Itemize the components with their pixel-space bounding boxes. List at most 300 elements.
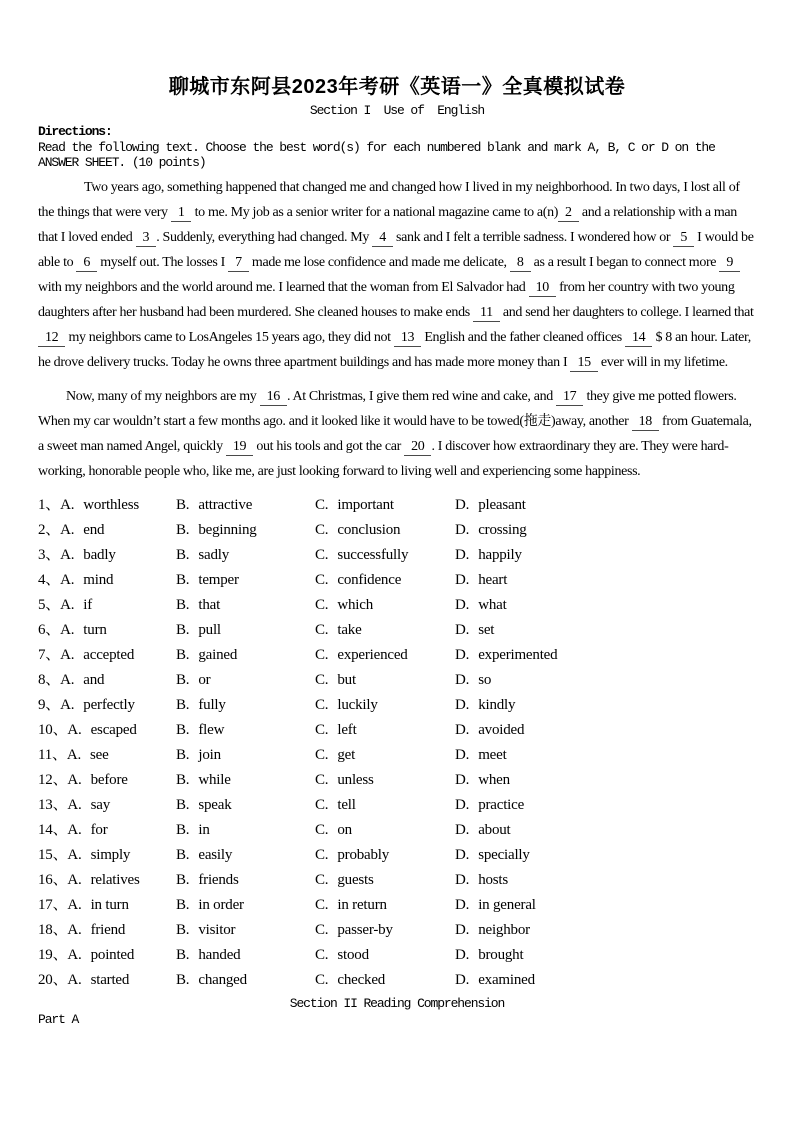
question-number: 17、	[38, 897, 68, 913]
option-text: experienced	[337, 647, 408, 663]
option-text: gained	[198, 647, 238, 663]
passage-text: Two years ago, something happened that changed me and changed how I lived in my neighborhood. In two days, I lost all of the things that were very	[38, 180, 740, 220]
directions-text: Read the following text. Choose the best word(s) for each numbered blank and mark A, B, C or D on the ANSWER SHEET. (10 points)	[38, 140, 722, 170]
option-letter: D.	[455, 522, 470, 538]
option-cell	[38, 618, 176, 643]
question-row-13	[38, 793, 756, 818]
option-letter: A.	[60, 547, 75, 563]
option-text: when	[478, 772, 510, 788]
passage-text: . I discover how extraordinary they are. They were hard-working, honorable people who, like me, are just looking forward to living well and experiencing some happiness.	[38, 439, 729, 479]
option-letter: A.	[60, 572, 75, 588]
option-cell	[455, 493, 756, 518]
question-number: 8、	[38, 672, 61, 688]
option-letter: D.	[455, 747, 470, 763]
option-text: fully	[198, 697, 226, 713]
option-letter: C.	[315, 947, 329, 963]
option-letter: B.	[176, 622, 190, 638]
passage-text: I would be able to	[38, 230, 754, 270]
question-row-7	[38, 643, 756, 668]
passage-text: to me. My job as a senior writer for a national magazine came to a(n)	[191, 205, 559, 220]
option-letter: B.	[176, 822, 190, 838]
question-row-19	[38, 943, 756, 968]
option-letter: A.	[67, 722, 82, 738]
question-number: 19、	[38, 947, 68, 963]
question-row-17	[38, 893, 756, 918]
passage-text: made me lose confidence and made me delicate,	[248, 255, 510, 270]
option-letter: C.	[315, 847, 329, 863]
option-cell	[315, 843, 455, 868]
option-cell	[176, 593, 315, 618]
option-letter: A.	[67, 947, 82, 963]
option-cell	[315, 918, 455, 943]
option-letter: A.	[60, 697, 75, 713]
option-cell	[176, 768, 315, 793]
option-text: avoided	[478, 722, 525, 738]
option-cell	[455, 568, 756, 593]
option-letter: A.	[66, 747, 82, 763]
question-number: 4、	[38, 572, 61, 588]
option-cell	[315, 693, 455, 718]
option-cell	[315, 518, 455, 543]
option-text: end	[83, 522, 105, 538]
option-text: guests	[337, 872, 374, 888]
option-cell	[455, 868, 756, 893]
option-cell	[455, 893, 756, 918]
question-number: 1、	[38, 497, 61, 513]
option-letter: D.	[455, 897, 470, 913]
passage-text: my neighbors came to LosAngeles 15 years ago, they did not	[65, 330, 394, 345]
option-letter: B.	[176, 672, 190, 688]
option-cell	[38, 768, 176, 793]
option-letter: A.	[60, 497, 75, 513]
option-cell	[455, 793, 756, 818]
option-letter: A.	[67, 772, 82, 788]
option-cell	[315, 618, 455, 643]
option-text: hosts	[478, 872, 509, 888]
option-letter: C.	[315, 972, 329, 988]
question-row-16	[38, 868, 756, 893]
option-text: passer-by	[337, 922, 393, 938]
option-letter: D.	[455, 597, 470, 613]
option-cell	[38, 693, 176, 718]
question-number: 12、	[38, 772, 68, 788]
option-cell	[455, 743, 756, 768]
passage-text: myself out. The losses I	[97, 255, 229, 270]
option-cell	[315, 818, 455, 843]
cloze-blank-8: 8	[510, 255, 531, 272]
option-text: which	[337, 597, 374, 613]
cloze-blank-9: 9	[719, 255, 740, 272]
question-row-18	[38, 918, 756, 943]
question-row-5	[38, 593, 756, 618]
option-letter: C.	[315, 897, 329, 913]
option-letter: D.	[455, 647, 470, 663]
option-text: before	[90, 772, 128, 788]
option-text: in	[198, 822, 210, 838]
question-number: 18、	[38, 922, 68, 938]
option-letter: C.	[315, 772, 329, 788]
question-number: 14、	[38, 822, 68, 838]
option-cell	[315, 493, 455, 518]
option-cell	[315, 593, 455, 618]
question-row-1	[38, 493, 756, 518]
passage-paragraph	[38, 175, 756, 375]
cloze-blank-16: 16	[260, 389, 287, 406]
cloze-blank-20: 20	[404, 439, 431, 456]
option-text: and	[83, 672, 105, 688]
passage-text: . At Christmas, I give them red wine and cake, and	[286, 389, 557, 404]
option-text: conclusion	[337, 522, 401, 538]
option-text: checked	[337, 972, 386, 988]
option-letter: B.	[176, 572, 190, 588]
option-letter: B.	[176, 872, 190, 888]
question-number: 15、	[38, 847, 68, 863]
option-cell	[315, 868, 455, 893]
option-text: set	[478, 622, 495, 638]
option-letter: B.	[176, 897, 190, 913]
option-text: in turn	[90, 897, 129, 913]
option-letter: D.	[455, 622, 470, 638]
passage-text: they give me potted flowers. When my car wouldn’t start a few months ago. and it looked like it would have to be towed(拖走)away, another	[38, 389, 737, 429]
option-letter: C.	[315, 572, 329, 588]
option-text: left	[337, 722, 357, 738]
option-text: beginning	[198, 522, 257, 538]
option-letter: B.	[176, 797, 190, 813]
option-cell	[455, 693, 756, 718]
option-text: say	[90, 797, 110, 813]
option-letter: B.	[176, 847, 190, 863]
option-cell	[315, 718, 455, 743]
option-letter: C.	[315, 547, 329, 563]
option-letter: A.	[60, 622, 75, 638]
passage-text: sank and I felt a terrible sadness. I wondered how or	[392, 230, 674, 245]
question-number: 11、	[38, 747, 67, 763]
option-cell	[455, 668, 756, 693]
cloze-blank-11: 11	[473, 305, 500, 322]
option-text: about	[478, 822, 511, 838]
option-cell	[455, 618, 756, 643]
option-cell	[455, 918, 756, 943]
option-letter: B.	[176, 497, 190, 513]
question-number: 2、	[38, 522, 61, 538]
option-cell	[315, 743, 455, 768]
option-cell	[176, 643, 315, 668]
cloze-blank-12: 12	[38, 330, 65, 347]
option-letter: C.	[315, 747, 329, 763]
option-text: handed	[198, 947, 241, 963]
part-a-label: Part A	[38, 1012, 79, 1027]
cloze-blank-3: 3	[136, 230, 157, 247]
option-cell	[38, 668, 176, 693]
passage-text: out his tools and got the car	[253, 439, 405, 454]
option-cell	[455, 943, 756, 968]
option-text: started	[90, 972, 130, 988]
option-cell	[315, 943, 455, 968]
option-text: badly	[83, 547, 116, 563]
option-text: join	[198, 747, 221, 763]
option-text: easily	[198, 847, 233, 863]
option-text: see	[90, 747, 109, 763]
option-text: pull	[198, 622, 221, 638]
question-number: 20、	[38, 972, 68, 988]
question-row-12	[38, 768, 756, 793]
option-letter: A.	[67, 822, 82, 838]
cloze-blank-4: 4	[372, 230, 393, 247]
option-letter: B.	[176, 522, 190, 538]
question-number: 16、	[38, 872, 68, 888]
option-letter: D.	[455, 872, 470, 888]
option-letter: A.	[60, 522, 75, 538]
cloze-blank-2: 2	[558, 205, 579, 222]
option-text: pleasant	[478, 497, 526, 513]
cloze-blank-5: 5	[673, 230, 694, 247]
option-cell	[38, 943, 176, 968]
question-row-4	[38, 568, 756, 593]
option-letter: D.	[455, 797, 470, 813]
cloze-blank-1: 1	[171, 205, 192, 222]
option-cell	[176, 743, 315, 768]
option-text: sadly	[198, 547, 230, 563]
option-text: specially	[478, 847, 530, 863]
option-letter: C.	[315, 722, 329, 738]
question-number: 6、	[38, 622, 61, 638]
question-row-6	[38, 618, 756, 643]
question-number: 7、	[38, 647, 61, 663]
option-text: worthless	[83, 497, 139, 513]
passage-text: Now, many of my neighbors are my	[66, 389, 260, 404]
directions-label: Directions:	[38, 124, 112, 139]
option-letter: C.	[315, 822, 329, 838]
option-text: perfectly	[83, 697, 135, 713]
question-row-3	[38, 543, 756, 568]
option-cell	[455, 643, 756, 668]
option-cell	[455, 543, 756, 568]
option-cell	[38, 593, 176, 618]
option-text: get	[337, 747, 356, 763]
passage-text: with my neighbors and the world around me. I learned that the woman from El Salvador had	[38, 280, 529, 295]
option-cell	[38, 893, 176, 918]
question-row-20	[38, 968, 756, 993]
option-cell	[176, 868, 315, 893]
option-letter: A.	[67, 897, 82, 913]
option-letter: C.	[315, 797, 329, 813]
option-text: in return	[337, 897, 387, 913]
option-text: examined	[478, 972, 535, 988]
option-letter: D.	[455, 922, 470, 938]
option-letter: B.	[176, 647, 190, 663]
option-text: speak	[198, 797, 232, 813]
passage-text: ever will in my lifetime.	[597, 355, 728, 370]
option-text: luckily	[337, 697, 378, 713]
option-cell	[315, 643, 455, 668]
option-cell	[315, 668, 455, 693]
option-cell	[176, 518, 315, 543]
option-letter: C.	[315, 872, 329, 888]
option-cell	[38, 918, 176, 943]
option-text: relatives	[90, 872, 140, 888]
option-letter: B.	[176, 722, 190, 738]
option-cell	[176, 568, 315, 593]
option-cell	[176, 543, 315, 568]
option-text: kindly	[478, 697, 516, 713]
option-cell	[38, 718, 176, 743]
option-letter: A.	[67, 972, 82, 988]
option-cell	[38, 493, 176, 518]
option-letter: D.	[455, 547, 470, 563]
option-text: meet	[478, 747, 507, 763]
question-number: 3、	[38, 547, 61, 563]
option-cell	[176, 968, 315, 993]
option-letter: C.	[315, 597, 329, 613]
option-cell	[38, 643, 176, 668]
option-text: simply	[90, 847, 131, 863]
option-cell	[38, 518, 176, 543]
option-letter: A.	[67, 797, 82, 813]
cloze-blank-17: 17	[556, 389, 583, 406]
option-text: friend	[90, 922, 126, 938]
option-cell	[315, 793, 455, 818]
option-letter: A.	[67, 922, 82, 938]
option-cell	[176, 493, 315, 518]
option-letter: C.	[315, 697, 329, 713]
option-text: so	[478, 672, 492, 688]
question-number: 9、	[38, 697, 61, 713]
option-text: turn	[83, 622, 107, 638]
option-text: visitor	[198, 922, 236, 938]
option-letter: D.	[455, 947, 470, 963]
option-cell	[176, 893, 315, 918]
option-letter: B.	[176, 947, 190, 963]
option-text: on	[337, 822, 352, 838]
exam-title: 聊城市东阿县2023年考研《英语一》全真模拟试卷	[168, 76, 626, 98]
option-cell	[38, 843, 176, 868]
option-text: that	[198, 597, 221, 613]
cloze-blank-6: 6	[76, 255, 97, 272]
passage-text: and send her daughters to college. I learned that	[499, 305, 754, 320]
option-letter: A.	[67, 872, 82, 888]
passage-text: $ 8 an hour. Later, he drove delivery trucks. Today he owns three apartment buildings and has made more money than I	[38, 330, 751, 370]
passage-text: . Suddenly, everything had changed. My	[156, 230, 373, 245]
option-cell	[315, 968, 455, 993]
option-cell	[38, 568, 176, 593]
option-cell	[38, 818, 176, 843]
option-cell	[455, 818, 756, 843]
option-letter: C.	[315, 672, 329, 688]
option-cell	[455, 518, 756, 543]
option-letter: D.	[455, 697, 470, 713]
cloze-blank-10: 10	[529, 280, 556, 297]
option-text: successfully	[337, 547, 409, 563]
option-cell	[38, 793, 176, 818]
option-text: practice	[478, 797, 525, 813]
option-text: important	[337, 497, 394, 513]
option-text: experimented	[478, 647, 558, 663]
option-letter: A.	[60, 647, 75, 663]
option-text: neighbor	[478, 922, 530, 938]
option-cell	[176, 618, 315, 643]
option-text: attractive	[198, 497, 253, 513]
option-text: accepted	[83, 647, 135, 663]
question-number: 5、	[38, 597, 61, 613]
cloze-blank-7: 7	[228, 255, 249, 272]
option-cell	[455, 768, 756, 793]
option-cell	[455, 843, 756, 868]
option-cell	[315, 568, 455, 593]
question-row-14	[38, 818, 756, 843]
option-letter: C.	[315, 622, 329, 638]
option-text: confidence	[337, 572, 402, 588]
option-text: tell	[337, 797, 356, 813]
question-row-10	[38, 718, 756, 743]
cloze-blank-13: 13	[394, 330, 421, 347]
cloze-blank-14: 14	[625, 330, 652, 347]
option-letter: A.	[67, 847, 82, 863]
option-text: if	[83, 597, 93, 613]
option-cell	[176, 718, 315, 743]
option-cell	[38, 868, 176, 893]
question-row-2	[38, 518, 756, 543]
option-text: unless	[337, 772, 374, 788]
question-row-15	[38, 843, 756, 868]
question-row-8	[38, 668, 756, 693]
option-letter: B.	[176, 697, 190, 713]
cloze-blank-19: 19	[226, 439, 253, 456]
option-letter: B.	[176, 747, 190, 763]
option-cell	[176, 668, 315, 693]
option-text: brought	[478, 947, 524, 963]
option-text: pointed	[90, 947, 135, 963]
option-cell	[455, 593, 756, 618]
option-cell	[38, 743, 176, 768]
option-letter: D.	[455, 822, 470, 838]
option-cell	[38, 543, 176, 568]
option-letter: D.	[455, 972, 470, 988]
option-text: mind	[83, 572, 114, 588]
option-letter: B.	[176, 597, 190, 613]
option-letter: B.	[176, 922, 190, 938]
question-number: 13、	[38, 797, 68, 813]
option-cell	[176, 943, 315, 968]
passage-text: English and the father cleaned offices	[421, 330, 625, 345]
option-text: in order	[198, 897, 244, 913]
option-letter: D.	[455, 572, 470, 588]
option-letter: D.	[455, 722, 470, 738]
option-letter: A.	[60, 597, 75, 613]
section2-heading: Section II Reading Comprehension	[289, 996, 505, 1011]
passage-text: as a result I began to connect more	[530, 255, 720, 270]
option-letter: D.	[455, 772, 470, 788]
cloze-blank-18: 18	[632, 414, 659, 431]
option-letter: A.	[60, 672, 75, 688]
passage-text: and a relationship with a man that I loved ended	[38, 205, 737, 245]
option-letter: D.	[455, 497, 470, 513]
option-text: take	[337, 622, 362, 638]
option-text: flew	[198, 722, 225, 738]
cloze-passage	[38, 175, 756, 484]
option-text: changed	[198, 972, 247, 988]
section1-heading: Section I Use of English	[309, 103, 485, 118]
option-text: in general	[478, 897, 536, 913]
option-text: crossing	[478, 522, 527, 538]
option-text: but	[337, 672, 356, 688]
option-cell	[176, 693, 315, 718]
option-letter: C.	[315, 922, 329, 938]
option-letter: B.	[176, 547, 190, 563]
option-cell	[176, 793, 315, 818]
questions-list	[38, 493, 756, 993]
option-text: heart	[478, 572, 508, 588]
option-cell	[176, 818, 315, 843]
